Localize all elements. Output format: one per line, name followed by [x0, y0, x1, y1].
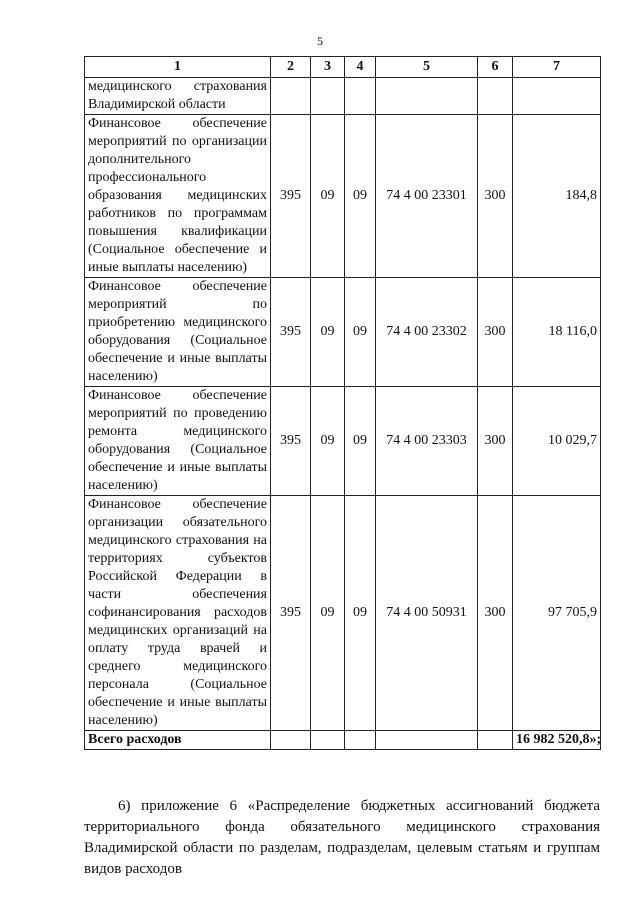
- header-col-1: 1: [85, 57, 271, 78]
- row-admin-code: 395: [271, 387, 311, 496]
- row-expense-type: [478, 78, 513, 115]
- row-name: медицинского страхования Владимирской области: [85, 78, 271, 115]
- table-row: [85, 387, 601, 496]
- row-subsection: 09: [345, 278, 376, 387]
- row-name: Финансовое обеспечение мероприятий по приобретению медицинского оборудования (Социальное обеспечение и иные выплаты населению): [85, 278, 271, 387]
- row-section: 09: [311, 115, 345, 278]
- total-empty-cell: [478, 731, 513, 750]
- row-amount: [513, 78, 601, 115]
- row-target-article: 74 4 00 50931: [376, 496, 478, 731]
- total-empty-cell: [376, 731, 478, 750]
- row-name: Финансовое обеспечение организации обязательного медицинского страхования на территориях субъектов Российской Федерации в части обеспечения софинансирования расходов медицинских организаций на оплату труда врачей и среднего медицинского персонала (Социальное обеспечение и иные выплаты населению): [85, 496, 271, 731]
- row-expense-type: 300: [478, 387, 513, 496]
- total-empty-cell: [345, 731, 376, 750]
- header-row: [85, 57, 601, 78]
- row-target-article: 74 4 00 23303: [376, 387, 478, 496]
- row-amount: 184,8: [513, 115, 601, 278]
- total-label: Всего расходов: [85, 731, 271, 750]
- total-value: 16 982 520,8»;: [513, 731, 601, 750]
- header-col-3: 3: [311, 57, 345, 78]
- row-expense-type: 300: [478, 278, 513, 387]
- row-target-article: 74 4 00 23301: [376, 115, 478, 278]
- budget-table: [84, 56, 601, 750]
- row-subsection: 09: [345, 496, 376, 731]
- row-amount: 18 116,0: [513, 278, 601, 387]
- header-col-5: 5: [376, 57, 478, 78]
- table-row: [85, 78, 601, 115]
- total-row: [85, 731, 601, 750]
- row-subsection: [345, 78, 376, 115]
- header-col-6: 6: [478, 57, 513, 78]
- header-col-2: 2: [271, 57, 311, 78]
- row-admin-code: 395: [271, 278, 311, 387]
- row-section: [311, 78, 345, 115]
- header-col-7: 7: [513, 57, 601, 78]
- total-empty-cell: [271, 731, 311, 750]
- table-row: [85, 496, 601, 731]
- row-admin-code: [271, 78, 311, 115]
- table-row: [85, 115, 601, 278]
- row-target-article: [376, 78, 478, 115]
- amendment-paragraph: 6) приложение 6 «Распределение бюджетных ассигнований бюджета территориального фонда обязательного медицинского страхования Владимирской области по разделам, подразделам, целевым статьям и группам видов расходов: [84, 798, 600, 877]
- row-target-article: 74 4 00 23302: [376, 278, 478, 387]
- row-subsection: 09: [345, 387, 376, 496]
- row-section: 09: [311, 387, 345, 496]
- row-section: 09: [311, 278, 345, 387]
- table-row: [85, 278, 601, 387]
- header-col-4: 4: [345, 57, 376, 78]
- row-expense-type: 300: [478, 496, 513, 731]
- row-expense-type: 300: [478, 115, 513, 278]
- row-admin-code: 395: [271, 115, 311, 278]
- total-empty-cell: [311, 731, 345, 750]
- row-amount: 10 029,7: [513, 387, 601, 496]
- row-section: 09: [311, 496, 345, 731]
- row-amount: 97 705,9: [513, 496, 601, 731]
- row-subsection: 09: [345, 115, 376, 278]
- row-name: Финансовое обеспечение мероприятий по проведению ремонта медицинского оборудования (Социальное обеспечение и иные выплаты населению): [85, 387, 271, 496]
- page-number: 5: [317, 34, 323, 48]
- row-name: Финансовое обеспечение мероприятий по организации дополнительного профессионального образования медицинских работников по программам повышения квалификации (Социальное обеспечение и иные выплаты населению): [85, 115, 271, 278]
- row-admin-code: 395: [271, 496, 311, 731]
